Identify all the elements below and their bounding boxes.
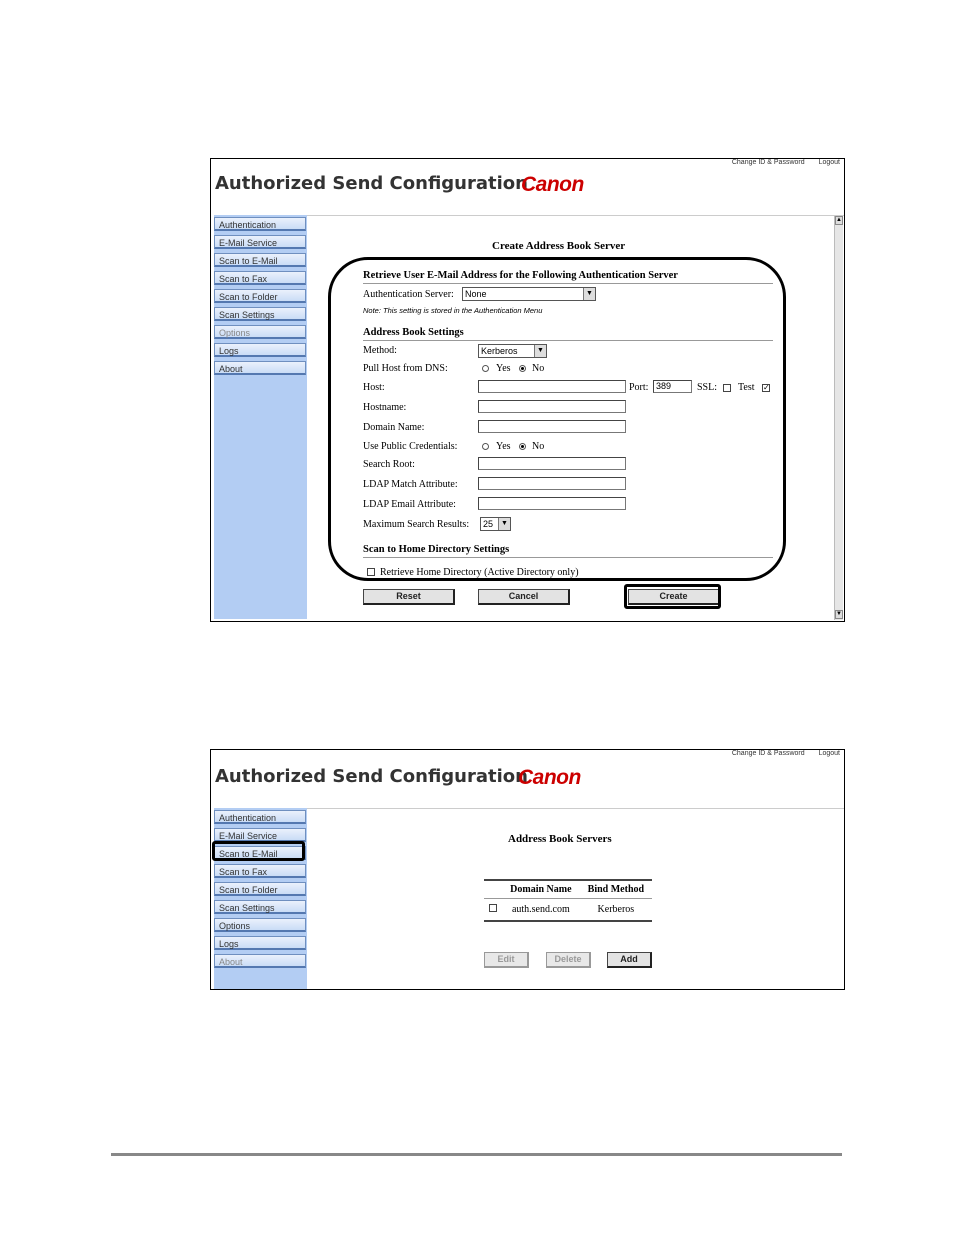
host-label: Host: <box>363 382 385 393</box>
sidebar-item-authentication[interactable]: Authentication <box>214 810 306 824</box>
retrieve-home-label: Retrieve Home Directory (Active Directory only) <box>380 567 579 578</box>
dropdown-arrow-icon: ▼ <box>498 518 510 530</box>
ldap-email-label: LDAP Email Attribute: <box>363 499 456 510</box>
domain-cell: auth.send.com <box>502 899 580 922</box>
sidebar-item-scan-to-folder[interactable]: Scan to Folder <box>214 289 306 303</box>
app-title: Authorized Send Configuration <box>215 173 528 194</box>
dropdown-arrow-icon: ▼ <box>534 345 546 357</box>
auth-server-note: Note: This setting is stored in the Authentication Menu <box>363 306 543 315</box>
logout-link[interactable]: Logout <box>818 750 840 757</box>
page-title: Address Book Servers <box>508 833 612 845</box>
cancel-button[interactable]: Cancel <box>478 589 570 605</box>
change-id-password-link[interactable]: Change ID & Password <box>731 750 805 757</box>
sidebar <box>214 808 307 989</box>
add-button[interactable]: Add <box>607 952 652 968</box>
dropdown-arrow-icon: ▼ <box>583 288 595 300</box>
sidebar <box>214 215 307 619</box>
pull-host-label: Pull Host from DNS: <box>363 363 448 374</box>
table-row <box>484 899 652 922</box>
sidebar-item-about[interactable]: About <box>214 954 306 968</box>
row-checkbox[interactable] <box>489 904 497 912</box>
search-root-label: Search Root: <box>363 459 415 470</box>
public-credentials-yes-label: Yes <box>496 441 511 452</box>
sidebar-item-scan-to-email[interactable]: Scan to E-Mail <box>214 253 306 267</box>
sidebar-item-about[interactable]: About <box>214 361 306 375</box>
form-highlight-callout <box>328 257 786 581</box>
canon-logo: Canon <box>518 766 581 789</box>
page-footer-rule <box>111 1153 842 1156</box>
app-title: Authorized Send Configuration <box>215 766 528 787</box>
vertical-scrollbar[interactable] <box>834 216 843 620</box>
sidebar-item-logs[interactable]: Logs <box>214 343 306 357</box>
sidebar-item-scan-settings[interactable]: Scan Settings <box>214 307 306 321</box>
sidebar-item-logs[interactable]: Logs <box>214 936 306 950</box>
top-links <box>720 750 840 757</box>
port-label: Port: <box>629 382 649 393</box>
top-links <box>720 159 840 166</box>
content-divider <box>307 808 844 809</box>
edit-button[interactable]: Edit <box>484 952 529 968</box>
scroll-down-icon[interactable]: ▼ <box>836 611 842 617</box>
method-label: Method: <box>363 345 397 356</box>
row-checkbox-cell <box>484 899 502 922</box>
create-button[interactable]: Create <box>628 589 720 605</box>
port-input[interactable]: 389 <box>653 380 692 393</box>
content-divider <box>307 215 844 216</box>
home-dir-section-title: Scan to Home Directory Settings <box>363 544 510 555</box>
sidebar-item-scan-settings[interactable]: Scan Settings <box>214 900 306 914</box>
delete-button[interactable]: Delete <box>546 952 591 968</box>
domain-name-label: Domain Name: <box>363 422 425 433</box>
retrieve-section-title: Retrieve User E-Mail Address for the Following Authentication Server <box>363 270 678 281</box>
pull-host-yes-label: Yes <box>496 363 511 374</box>
sidebar-item-scan-to-email[interactable]: Scan to E-Mail <box>214 846 306 860</box>
test-checkbox[interactable]: ✓ <box>763 383 770 392</box>
sidebar-item-authentication[interactable]: Authentication <box>214 217 306 231</box>
sidebar-item-email-service[interactable]: E-Mail Service <box>214 235 306 249</box>
scan-to-email-callout <box>212 841 305 861</box>
pull-host-no-label: No <box>532 363 545 374</box>
bind-method-cell: Kerberos <box>580 899 652 922</box>
bind-method-column-header: Bind Method <box>580 880 652 899</box>
domain-name-column-header: Domain Name <box>502 880 580 899</box>
scroll-up-icon[interactable]: ▲ <box>836 217 842 223</box>
max-results-label: Maximum Search Results: <box>363 519 470 530</box>
max-results-value: 25 <box>483 519 494 529</box>
address-book-section-title: Address Book Settings <box>363 327 464 338</box>
sidebar-item-options[interactable]: Options <box>214 325 306 339</box>
checkbox-column-header <box>484 880 502 899</box>
public-credentials-label: Use Public Credentials: <box>363 441 458 452</box>
create-address-book-screenshot <box>210 158 845 622</box>
address-book-table <box>484 879 652 922</box>
address-book-servers-screenshot <box>210 749 845 990</box>
auth-server-label: Authentication Server: <box>363 289 454 300</box>
method-value: Kerberos <box>481 346 518 356</box>
ldap-match-label: LDAP Match Attribute: <box>363 479 458 490</box>
ssl-label: SSL: <box>697 382 718 393</box>
sidebar-item-email-service[interactable]: E-Mail Service <box>214 828 306 842</box>
auth-server-value: None <box>465 289 487 299</box>
create-button-callout <box>624 584 721 609</box>
test-label: Test <box>738 382 755 393</box>
sidebar-item-options[interactable]: Options <box>214 918 306 932</box>
page-title: Create Address Book Server <box>492 240 626 252</box>
sidebar-item-scan-to-fax[interactable]: Scan to Fax <box>214 864 306 878</box>
sidebar-item-scan-to-fax[interactable]: Scan to Fax <box>214 271 306 285</box>
change-id-password-link[interactable]: Change ID & Password <box>731 159 805 166</box>
sidebar-item-scan-to-folder[interactable]: Scan to Folder <box>214 882 306 896</box>
canon-logo: Canon <box>521 173 584 196</box>
hostname-label: Hostname: <box>363 402 407 413</box>
reset-button[interactable]: Reset <box>363 589 455 605</box>
public-credentials-no-label: No <box>532 441 545 452</box>
logout-link[interactable]: Logout <box>818 159 840 166</box>
